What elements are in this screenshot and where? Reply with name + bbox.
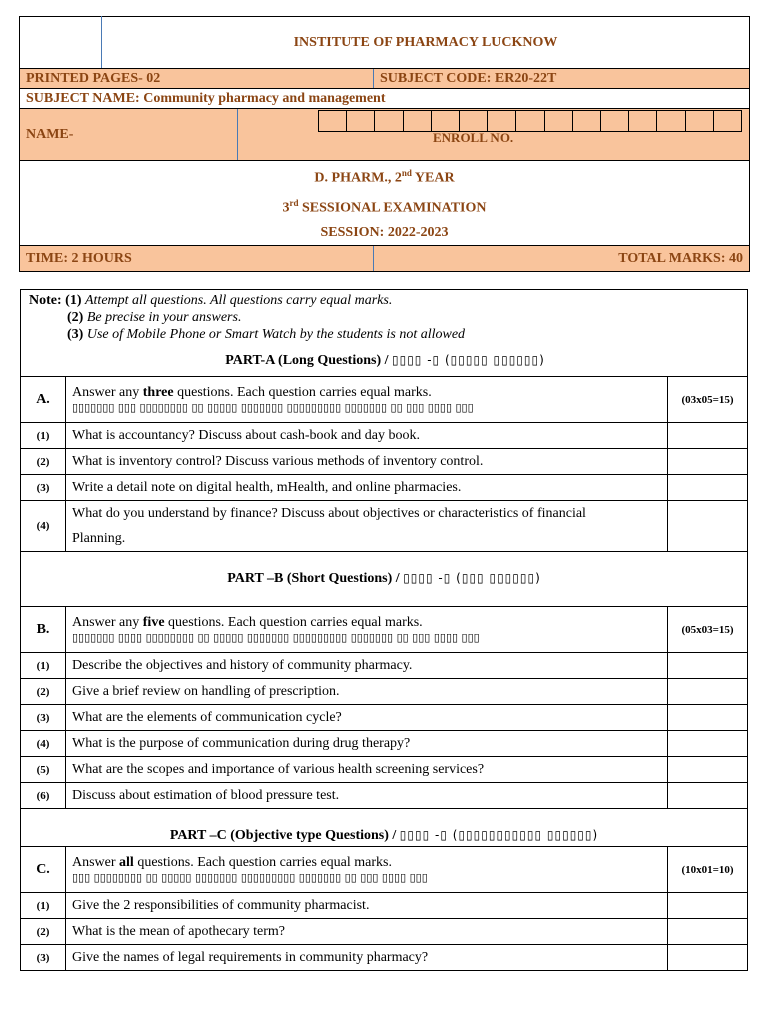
subject-name: SUBJECT NAME: Community pharmacy and management (20, 89, 750, 109)
part-c-instructions: Answer all questions. Each question carries equal marks. ▯▯▯ ▯▯▯▯▯▯▯▯ ▯▯ ▯▯▯▯▯ ▯▯▯▯▯▯▯ ▯▯▯▯▯▯▯▯▯ ▯▯▯▯▯▯▯ ▯▯ ▯▯▯ ▯▯▯▯ ▯▯▯ (66, 847, 668, 893)
enroll-number-boxes (318, 110, 742, 131)
exam-title: 3rd SESSIONAL EXAMINATION (282, 197, 487, 216)
part-a-instructions: Answer any three questions. Each question carries equal marks. ▯▯▯▯▯▯▯ ▯▯▯ ▯▯▯▯▯▯▯▯ ▯▯ ▯▯▯▯▯ ▯▯▯▯▯▯▯ ▯▯▯▯▯▯▯▯▯ ▯▯▯▯▯▯▯ ▯▯ ▯▯▯ ▯▯▯▯ ▯▯▯ (66, 377, 668, 423)
part-a-heading: PART-A (Long Questions) / ▯▯▯▯ -▯ (▯▯▯▯▯ ▯▯▯▯▯▯) (225, 353, 545, 368)
part-a-letter: A. (21, 377, 66, 423)
name-label: NAME- (20, 109, 238, 161)
total-marks: TOTAL MARKS: 40 (374, 246, 750, 272)
part-b-marks: (05x03=15) (668, 607, 748, 653)
question-text: What are the elements of communication cycle? (66, 705, 668, 731)
question-text: What do you understand by finance? Discuss about objectives or characteristics of financial Planning. (66, 501, 668, 552)
part-c-marks: (10x01=10) (668, 847, 748, 893)
course-year: D. PHARM., 2nd YEAR (314, 168, 455, 186)
question-text: Give a brief review on handling of prescription. (66, 679, 668, 705)
enroll-label: ENROLL NO. (433, 130, 514, 145)
question-text: What is the purpose of communication during drug therapy? (66, 731, 668, 757)
question-table: Note: (1) Attempt all questions. All questions carry equal marks. (2) Be precise in your answers. (3) Use of Mobile Phone or Smart Watch by the students is not allowed PART-A (Long Questions) / ▯▯▯▯ -▯ (▯▯▯▯▯ ▯▯▯▯▯▯) A. Answer any three questions. Each question carries equal marks. ▯▯▯▯▯▯▯ ▯▯▯ ▯▯▯▯▯▯▯▯ ▯▯ ▯▯▯▯▯ ▯▯▯▯▯▯▯ ▯▯▯▯▯▯▯▯▯ ▯▯▯▯▯▯▯ ▯▯ ▯▯▯ ▯▯▯▯ ▯▯▯ (03x05=15) (1) What is accountancy? Discuss about cash-book and day book. (2) What is inventory control? Discuss various methods of inventory control. (3) Write a detail note on digital health, mHealth, and online pharmacies. (4) What do you understand by finance? Discuss about objectives or characteristics of financial Planning. PART –B (Short Questions) / ▯▯▯▯ -▯ (▯▯▯ ▯▯▯▯▯▯) B. Answer any five questions. Each question carries equal marks. ▯▯▯▯▯▯▯ ▯▯▯▯ ▯▯▯▯▯▯▯▯ ▯▯ ▯▯▯▯▯ ▯▯▯▯▯▯▯ ▯▯▯▯▯▯▯▯▯ ▯▯▯▯▯▯▯ ▯▯ ▯▯▯ ▯▯▯▯ ▯▯▯ (05x03=15) (1) Describe the objectives and history of community pharmacy. (2) Give a brief review on handling of prescription. (3) What are the elements of communication cycle? (4) What is the purpose of communication during drug therapy? (5) What are the scopes and importance of various health screening services? (6) Discuss about estimation of blood pressure test. PART –C (Objective type Questions) / ▯▯▯▯ -▯ (▯▯▯▯▯▯▯▯▯▯▯ ▯▯▯▯▯▯) C. Answer all questions. Each question carries equal marks. ▯▯▯ ▯▯▯▯▯▯▯▯ ▯▯ ▯▯▯▯▯ ▯▯▯▯▯▯▯ ▯▯▯▯▯▯▯▯▯ ▯▯▯▯▯▯▯ ▯▯ ▯▯▯ ▯▯▯▯ ▯▯▯ (10x01=10) (1) Give the 2 responsibilities of community pharmacist. (2) What is the mean of apothecary term? (3) Give the names of legal requirements in community pharmacy? (20, 289, 748, 971)
question-text: What is accountancy? Discuss about cash-book and day book. (66, 423, 668, 449)
part-b-heading: PART –B (Short Questions) / ▯▯▯▯ -▯ (▯▯▯ ▯▯▯▯▯▯) (21, 552, 748, 607)
part-c-heading: PART –C (Objective type Questions) / ▯▯▯▯ -▯ (▯▯▯▯▯▯▯▯▯▯▯ ▯▯▯▯▯▯) (21, 809, 748, 847)
session: SESSION: 2022-2023 (320, 225, 449, 241)
question-text: What is the mean of apothecary term? (66, 919, 668, 945)
subject-code: SUBJECT CODE: ER20-22T (374, 69, 750, 89)
part-b-instructions: Answer any five questions. Each question carries equal marks. ▯▯▯▯▯▯▯ ▯▯▯▯ ▯▯▯▯▯▯▯▯ ▯▯ ▯▯▯▯▯ ▯▯▯▯▯▯▯ ▯▯▯▯▯▯▯▯▯ ▯▯▯▯▯▯▯ ▯▯ ▯▯▯ ▯▯▯▯ ▯▯▯ (66, 607, 668, 653)
part-c-letter: C. (21, 847, 66, 893)
printed-pages: PRINTED PAGES- 02 (20, 69, 374, 89)
note-section: Note: (1) Attempt all questions. All questions carry equal marks. (2) Be precise in your answers. (3) Use of Mobile Phone or Smart Watch by the students is not allowed PART-A (Long Questions) / ▯▯▯▯ -▯ (▯▯▯▯▯ ▯▯▯▯▯▯) (21, 290, 748, 377)
time-label: TIME: 2 HOURS (20, 246, 374, 272)
question-text: Give the 2 responsibilities of community pharmacist. (66, 893, 668, 919)
question-text: What are the scopes and importance of various health screening services? (66, 757, 668, 783)
question-text: Describe the objectives and history of community pharmacy. (66, 653, 668, 679)
institute-title: INSTITUTE OF PHARMACY LUCKNOW (102, 17, 750, 69)
part-b-letter: B. (21, 607, 66, 653)
question-text: Discuss about estimation of blood pressure test. (66, 783, 668, 809)
part-a-marks: (03x05=15) (668, 377, 748, 423)
question-text: Give the names of legal requirements in community pharmacy? (66, 945, 668, 971)
exam-header-table (19, 16, 750, 272)
question-text: What is inventory control? Discuss various methods of inventory control. (66, 449, 668, 475)
exam-info (20, 161, 750, 246)
logo-cell (20, 17, 102, 69)
question-text: Write a detail note on digital health, mHealth, and online pharmacies. (66, 475, 668, 501)
